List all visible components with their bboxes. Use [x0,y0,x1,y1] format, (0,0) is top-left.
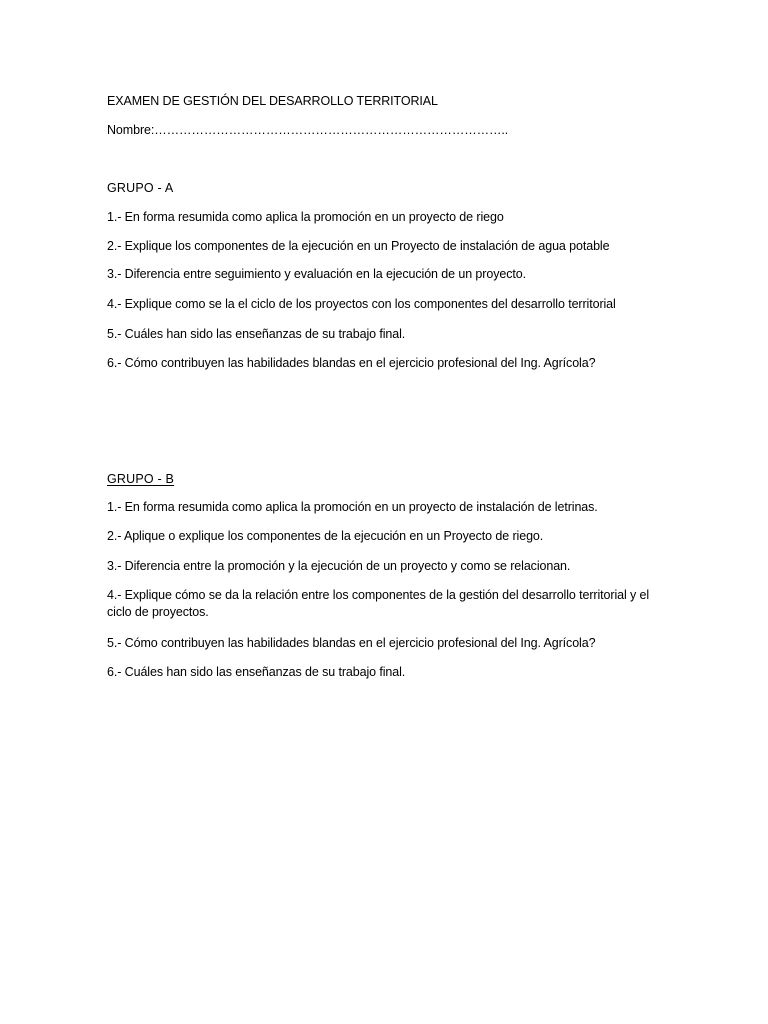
group-b-question-2: 2.- Aplique o explique los componentes de la ejecución en un Proyecto de riego. [107,529,544,543]
group-b-question-1: 1.- En forma resumida como aplica la promoción en un proyecto de instalación de letrinas. [107,500,598,514]
group-a-title: GRUPO - A [107,181,174,195]
group-b-question-5: 5.- Cómo contribuyen las habilidades blandas en el ejercicio profesional del Ing. Agrícola? [107,636,596,650]
group-b-question-3: 3.- Diferencia entre la promoción y la ejecución de un proyecto y como se relacionan. [107,559,571,573]
group-a-question-1: 1.- En forma resumida como aplica la promoción en un proyecto de riego [107,210,504,224]
group-b-question-4: 4.- Explique cómo se da la relación entre los componentes de la gestión del desarrollo territorial y el ciclo de proyectos. [107,588,650,619]
group-b-title: GRUPO - B [107,472,175,486]
group-a-question-5: 5.- Cuáles han sido las enseñanzas de su trabajo final. [107,327,406,341]
group-a-question-2: 2.- Explique los componentes de la ejecución en un Proyecto de instalación de agua potable [107,239,610,253]
group-a-question-4: 4.- Explique como se la el ciclo de los proyectos con los componentes del desarrollo territorial [107,297,616,311]
group-a-question-3: 3.- Diferencia entre seguimiento y evaluación en la ejecución de un proyecto. [107,267,526,281]
exam-title: EXAMEN DE GESTIÓN DEL DESARROLLO TERRITORIAL [107,94,438,108]
group-b-question-6: 6.- Cuáles han sido las enseñanzas de su trabajo final. [107,665,406,679]
group-a-question-6: 6.- Cómo contribuyen las habilidades blandas en el ejercicio profesional del Ing. Agrícola? [107,356,596,370]
name-field: Nombre:………………………………………………………………………….. [107,123,509,137]
